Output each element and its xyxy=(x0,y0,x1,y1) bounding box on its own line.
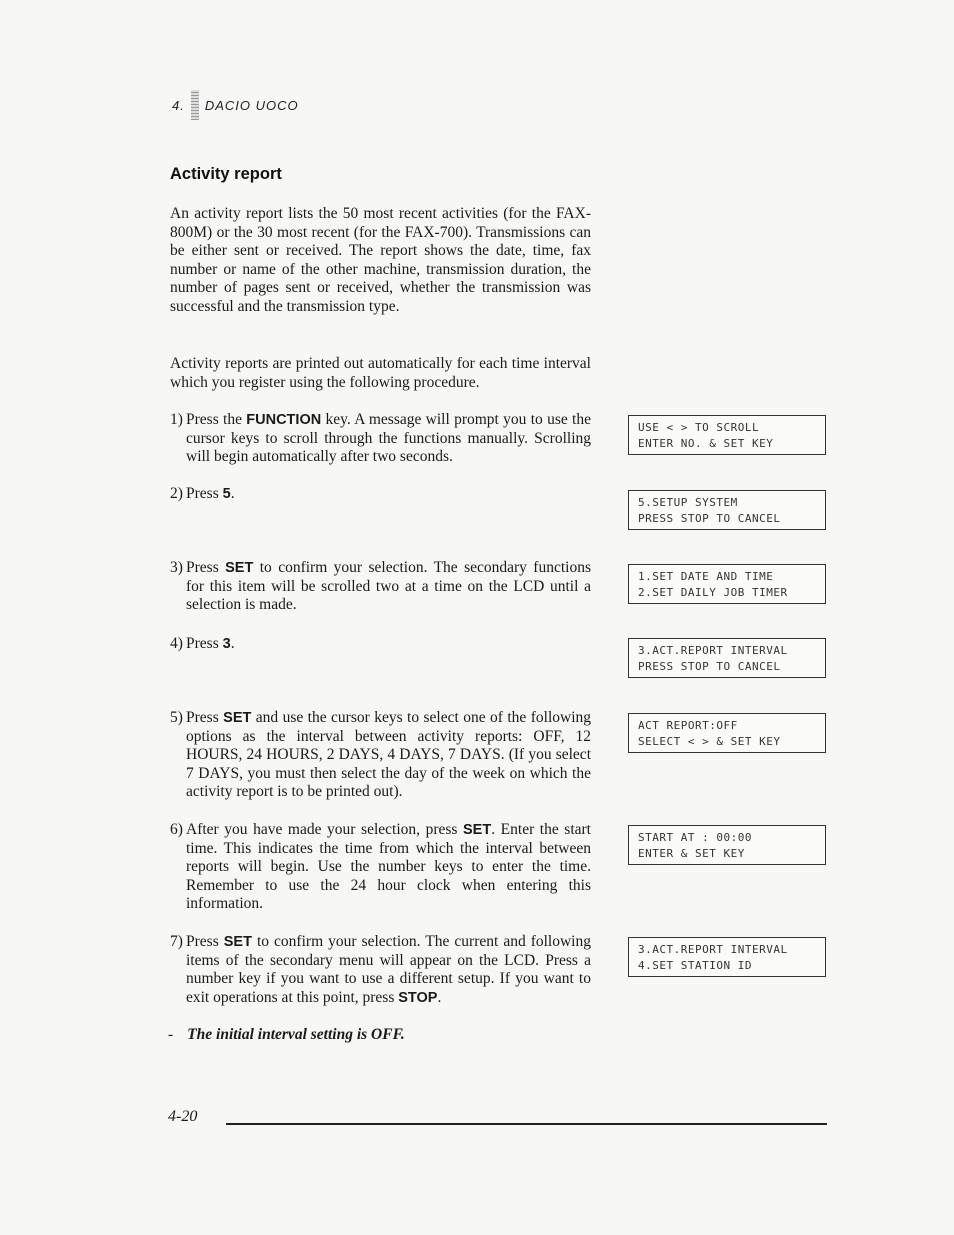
key-name: FUNCTION xyxy=(246,412,322,428)
lcd-line: START AT : 00:00 xyxy=(638,831,752,844)
step-number: 2) xyxy=(170,485,183,502)
step-5 xyxy=(170,709,591,802)
step-text: Press xyxy=(186,933,224,950)
step-7 xyxy=(170,933,591,1007)
step-text: . xyxy=(437,988,442,1006)
lcd-display-7 xyxy=(628,937,826,977)
lcd-display-3 xyxy=(628,564,826,604)
step-4 xyxy=(170,635,591,654)
lcd-line: 1.SET DATE AND TIME xyxy=(638,570,774,583)
step-number: 4) xyxy=(170,635,183,652)
lcd-line: USE < > TO SCROLL xyxy=(638,421,760,434)
lcd-display-5 xyxy=(628,713,826,753)
step-text: to confirm your selection. The secondary functions for this item will be scrolled two at a time on the LCD until a selection is made. xyxy=(186,559,591,613)
key-name: SET xyxy=(463,822,492,838)
step-text: Press xyxy=(186,709,224,726)
chapter-number: 4. xyxy=(172,97,185,113)
step-2 xyxy=(170,485,591,504)
step-text: Press xyxy=(186,559,226,576)
footer-rule xyxy=(226,1123,827,1125)
chapter-header xyxy=(172,90,299,120)
step-number: 7) xyxy=(170,933,183,950)
lcd-line: PRESS STOP TO CANCEL xyxy=(638,660,781,673)
section-title: Activity report xyxy=(170,165,282,183)
step-text: Press xyxy=(186,485,223,502)
lcd-display-6 xyxy=(628,825,826,865)
lcd-line: PRESS STOP TO CANCEL xyxy=(638,512,781,525)
step-text: Press xyxy=(186,635,223,652)
step-3 xyxy=(170,559,591,615)
step-1 xyxy=(170,411,591,467)
intro-paragraph-2: Activity reports are printed out automatically for each time interval which you register using the following procedure. xyxy=(170,355,591,391)
step-text: key. A message will prompt you to use the cursor keys to scroll through the functions manually. Scrolling will begin automatically after two seconds. xyxy=(186,411,591,465)
lcd-line: ACT REPORT:OFF xyxy=(638,719,738,732)
lcd-line: 3.ACT.REPORT INTERVAL xyxy=(638,644,788,657)
lcd-display-4 xyxy=(628,638,826,678)
lcd-line: SELECT < > & SET KEY xyxy=(638,735,781,748)
step-text: . xyxy=(230,485,235,502)
step-number: 1) xyxy=(170,411,183,428)
lcd-line: ENTER NO. & SET KEY xyxy=(638,437,774,450)
intro-paragraph-1: An activity report lists the 50 most recent activities (for the FAX-800M) or the 30 most recent (for the FAX-700). Transmissions can be either sent or received. The report shows the date, time, fax number or name of the other machine, transmission duration, the number of pages sent or received, whether the transmission was successful and the transmission type. xyxy=(170,205,591,315)
note-text: The initial interval setting is OFF. xyxy=(187,1026,405,1043)
step-number: 3) xyxy=(170,559,183,576)
key-name: 5 xyxy=(222,486,231,502)
lcd-line: 3.ACT.REPORT INTERVAL xyxy=(638,943,788,956)
lcd-line: 2.SET DAILY JOB TIMER xyxy=(638,586,788,599)
chapter-title: DACIO UOCO xyxy=(204,97,299,113)
lcd-line: ENTER & SET KEY xyxy=(638,847,745,860)
key-name: SET xyxy=(223,710,252,726)
step-number: 5) xyxy=(170,709,183,726)
page-number: 4-20 xyxy=(168,1108,198,1125)
step-text: . Enter the start time. This indicates the time from which the interval between reports will begin. Use the number keys to enter the time. Remember to use the 24 hour clock when entering this information. xyxy=(186,821,591,912)
chapter-tab-marker xyxy=(191,90,199,120)
step-text: to confirm your selection. The current and following items of the secondary menu will appear on the LCD. Press a number key if you want to use a different setup. If you want to exit operations at this point, press xyxy=(186,933,591,1006)
key-name: SET xyxy=(223,934,252,950)
lcd-display-1 xyxy=(628,415,826,455)
step-text: After you have made your selection, press xyxy=(186,821,464,838)
lcd-line: 4.SET STATION ID xyxy=(638,959,752,972)
key-name: STOP xyxy=(398,989,438,1006)
note-dash: - xyxy=(168,1026,174,1043)
key-name: SET xyxy=(225,560,254,576)
step-text: . xyxy=(230,635,235,652)
step-text: Press the xyxy=(186,411,247,428)
step-text: and use the cursor keys to select one of the following options as the interval between activity reports: OFF, 12 HOURS, 24 HOURS, 2 DAYS, 4 DAYS, 7 DAYS. (If you select 7 DAYS, you must then select the day of the week on which the activity report is to be printed out). xyxy=(186,709,591,800)
key-name: 3 xyxy=(222,636,231,652)
lcd-line: 5.SETUP SYSTEM xyxy=(638,496,738,509)
step-6 xyxy=(170,821,591,914)
lcd-display-2 xyxy=(628,490,826,530)
step-number: 6) xyxy=(170,821,183,838)
note xyxy=(168,1026,405,1044)
